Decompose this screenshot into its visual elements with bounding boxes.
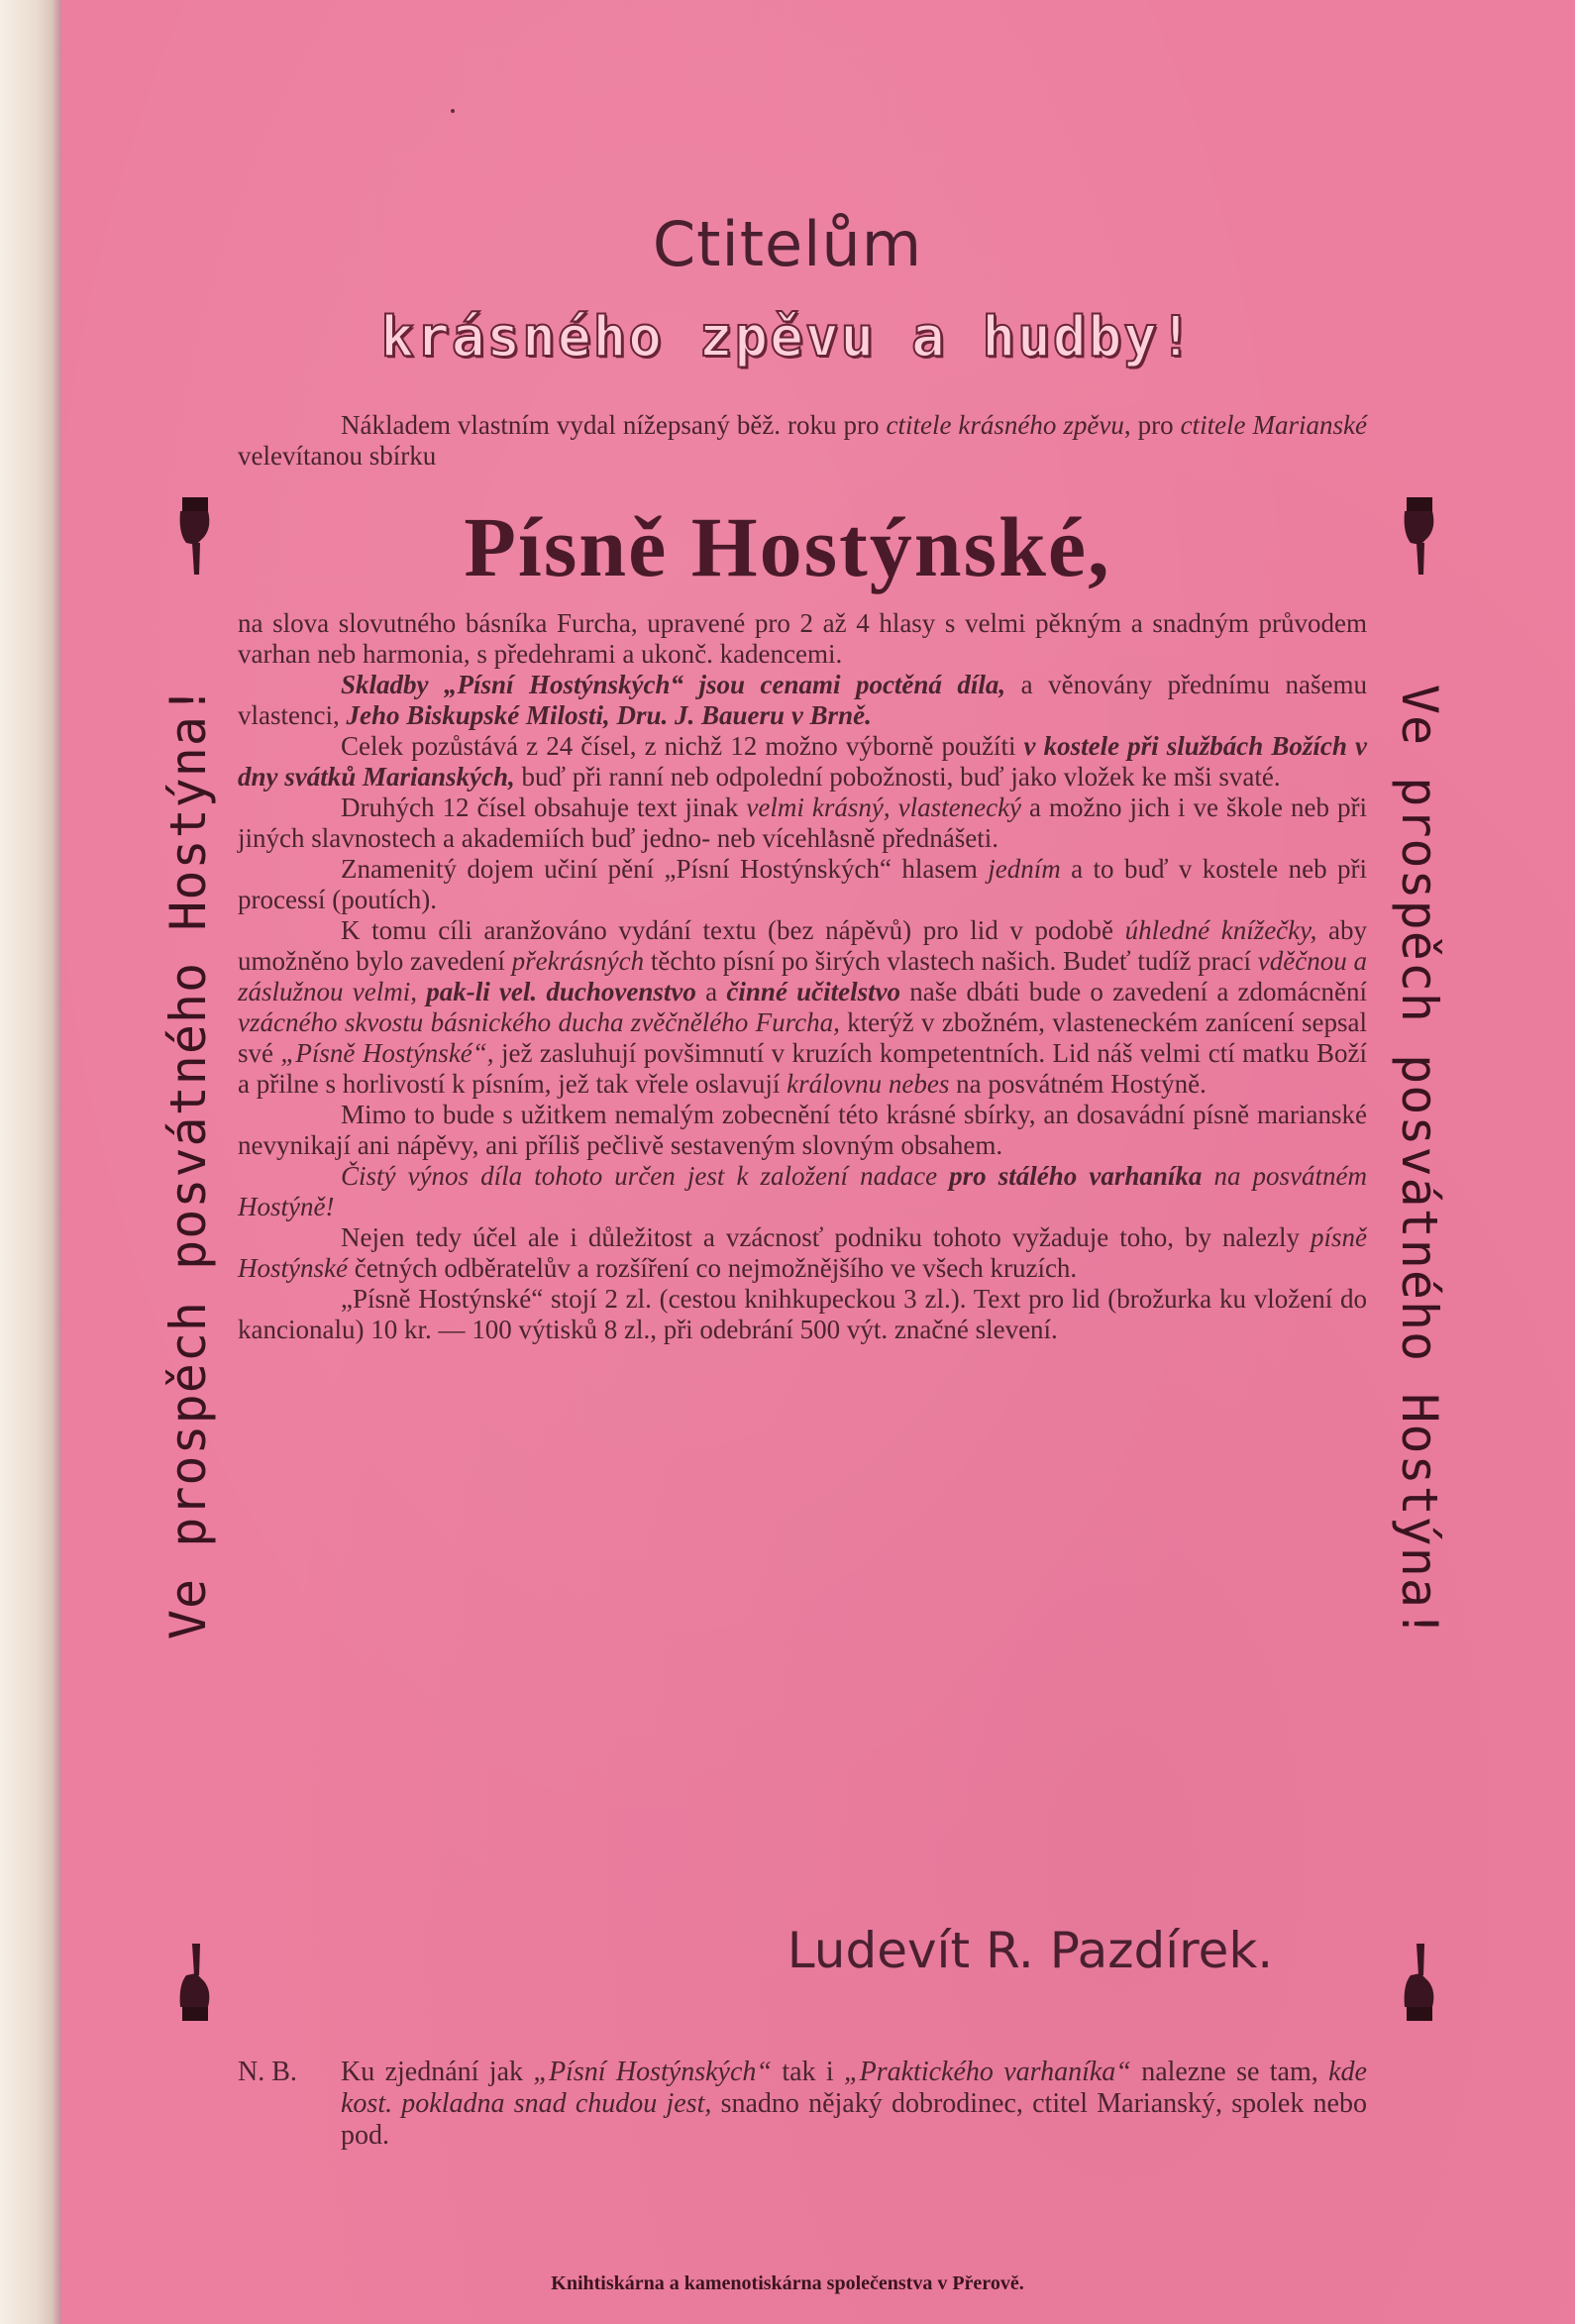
body-paragraph: Nejen tedy účel ale i důležitost a vzácnosť podniku tohoto vyžaduje toho, by nalezly písně Hostýnské četných odběratelův a rozšíření co nejmožnějšího ve všech kruzích. [238,1222,1367,1283]
pointing-hand-icon [1397,497,1442,577]
ink-speck [451,109,455,113]
body-paragraph: Znamenitý dojem učiní pění „Písní Hostýnských“ hlasem jedním a to buď v kostele neb při processí (poutích). [238,854,1367,914]
body-paragraph: Mimo to bude s užitkem nemalým zobecnění této krásné sbírky, an dosavádní písně marianské nevynikají ani nápěvy, ani příliš pečlivě sestaveným slovným obsahem. [238,1100,1367,1160]
body-paragraph: Skladby „Písní Hostýnských“ jsou cenami poctěná díla, a věnovány přednímu našemu vlastenci, Jeho Biskupské Milosti, Dru. J. Baueru v Brně. [238,670,1368,730]
side-text-right: Ve prospěch posvátného Hostýna! [1391,684,1448,1640]
pointing-hand-icon [172,497,218,577]
body-paragraph: na slova slovutného básníka Furcha, upravené pro 2 až 4 hlasy s velmi pěkným a snadným průvodem varhan neb harmonia, s předehrami a ukonč. kadencemi. [238,608,1367,669]
intro-paragraph: Nákladem vlastním vydal nížepsaný běž. roku pro ctitele krásného zpěvu, pro ctitele Marianské velevítanou sbírku [238,410,1367,471]
page-title: Ctitelům [652,208,923,280]
pointing-hand-icon [172,1942,218,2021]
body-paragraph: „Písně Hostýnské“ stojí 2 zl. (cestou knihkupeckou 3 zl.). Text pro lid (brožurka ku vložení do kancionalu) 10 kr. — 100 výtisků 8 zl., při odebrání 500 výt. značné slevení. [238,1284,1367,1344]
pointing-hand-icon [1397,1942,1442,2021]
body-text [238,608,1367,1345]
printer-imprint: Knihtiskárna a kamenotiskárna společenstva v Přerově. [551,2272,1024,2294]
nota-bene-label: N. B. [238,2057,297,2087]
nota-bene-text: Ku zjednání jak „Písní Hostýnských“ tak i „Praktického varhaníka“ nalezne se tam, kde kost. pokladna snad chudou jest, snadno nějaký dobrodinec, ctitel Marianský, spolek nebo pod. [341,2057,1367,2151]
page-subtitle: krásného zpěvu a hudby! [380,305,1195,370]
body-paragraph: Čistý výnos díla tohoto určen jest k založení nadace pro stálého varhaníka na posvátném Hostýně! [238,1161,1368,1221]
side-text-left: Ve prospěch posvátného Hostýna! [159,684,217,1640]
signature: Ludevít R. Pazdírek. [787,1922,1274,1979]
body-paragraph: Celek pozůstává z 24 čísel, z nichž 12 možno výborně použíti v kostele při službách Božích v dny svátků Marianských, buď při ranní neb odpolední pobožnosti, buď jako vložek ke mši svaté. [238,731,1367,792]
body-paragraph: K tomu cíli aranžováno vydání textu (bez nápěvů) pro lid v podobě úhledné knížečky, aby umožněno bylo zavedení překrásných těchto písní po širých vlastech našich. Budeť tudíž prací vděčnou a záslužnou velmi, pak-li vel. duchovenstvo a činné učitelstvo naše dbáti bude o zavedení a zdomácnění vzácného skvostu básnického ducha zvěčnělého Furcha, kterýž v zbožném, vlasteneckém zanícení sepsal své „Písně Hostýnské“, jež zasluhují povšimnutí v kruzích kompetentních. Lid náš velmi ctí matku Boží a přilne s horlivostí k písním, jež tak vřele oslavují královnu nebes na posvátném Hostýně. [238,915,1368,1099]
collection-headline: Písně Hostýnské, [464,499,1111,594]
nota-bene [238,2057,1367,2152]
body-paragraph: Druhých 12 čísel obsahuje text jinak velmi krásný, vlastenecký a možno jich i ve škole neb při jiných slavnostech a akademiích buď jedno- neb vícehlasně přednášeti. [238,792,1367,853]
